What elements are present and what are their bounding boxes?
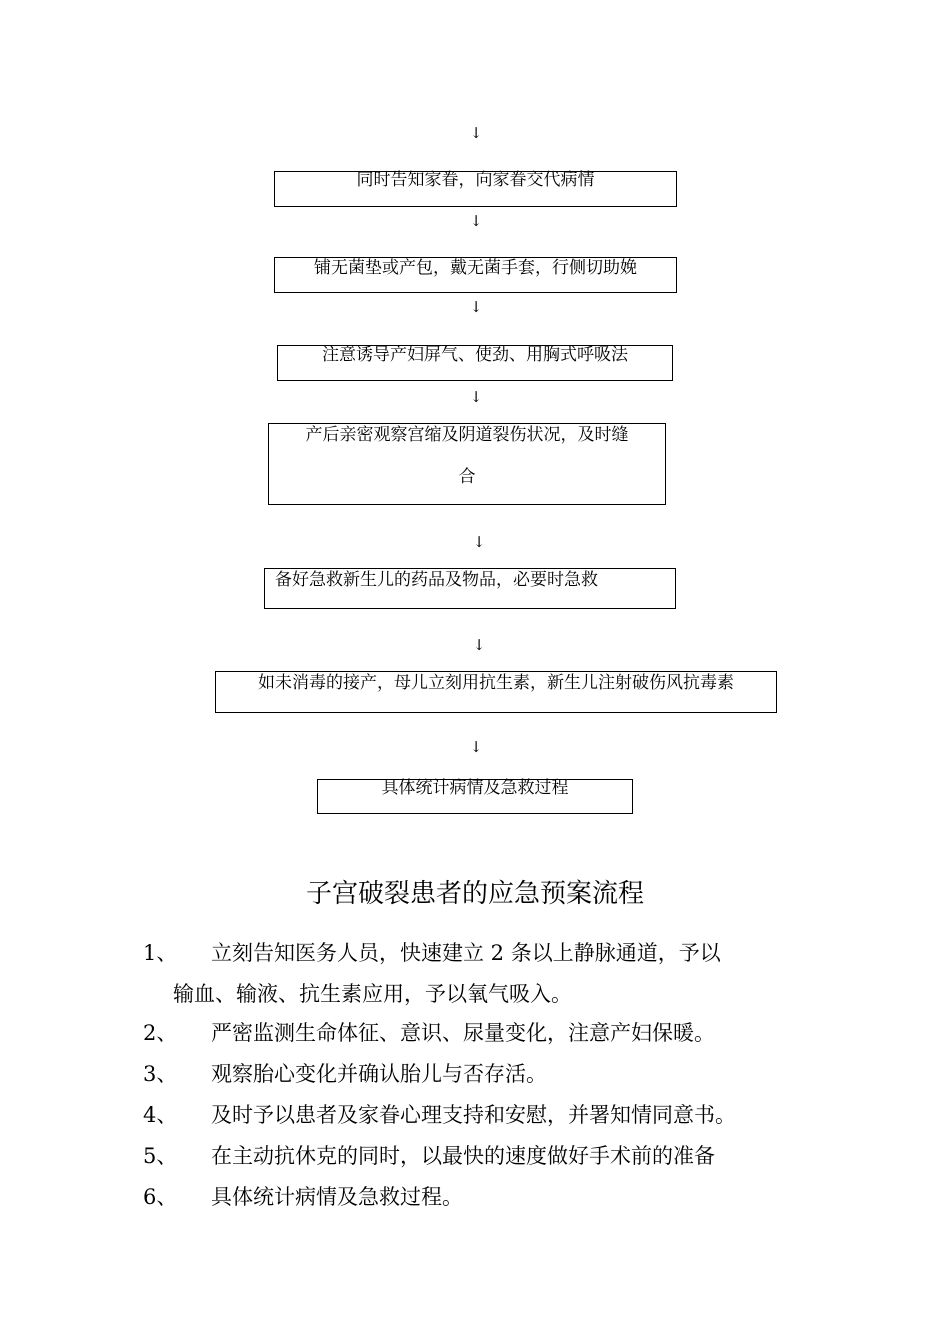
item-text: 观察胎心变化并确认胎儿与否存活。 [211, 1062, 547, 1086]
flow-step-box [274, 257, 677, 293]
flow-step-box [317, 779, 633, 814]
flow-step-text: 如未消毒的接产，母儿立刻用抗生素，新生儿注射破伤风抗毒素 [258, 673, 734, 693]
list-item [143, 1016, 823, 1057]
flow-arrow: ↓ [469, 124, 483, 142]
item-text: 严密监测生命体征、意识、尿量变化，注意产妇保暖。 [211, 1021, 715, 1045]
flow-step-text: 注意诱导产妇屏气、使劲、用胸式呼吸法 [322, 345, 628, 365]
flow-step-text-cont: 合 [458, 467, 476, 487]
item-text: 具体统计病情及急救过程。 [211, 1185, 463, 1209]
flow-step-text: 铺无菌垫或产包，戴无菌手套，行侧切助娩 [314, 258, 637, 278]
item-number: 5、 [143, 1144, 178, 1168]
section-title: 子宫破裂患者的应急预案流程 [305, 879, 644, 909]
list-item [143, 1098, 823, 1139]
flow-arrow: ↓ [472, 533, 486, 551]
item-text: 及时予以患者及家眷心理支持和安慰，并署知情同意书。 [211, 1103, 736, 1127]
item-number: 4、 [143, 1103, 178, 1127]
flow-arrow: ↓ [469, 388, 483, 406]
flow-arrow: ↓ [469, 298, 483, 316]
item-number: 1、 [143, 941, 178, 965]
list-item [143, 1139, 823, 1180]
flow-step-text: 备好急救新生儿的药品及物品，必要时急救 [275, 570, 598, 590]
item-number: 6、 [143, 1185, 178, 1209]
flow-step-box [277, 345, 673, 381]
procedure-list [143, 936, 823, 1221]
item-text-cont: 输血、输液、抗生素应用，予以氧气吸入。 [173, 982, 572, 1006]
flow-step-box [264, 568, 676, 609]
flow-step-text: 产后亲密观察宫缩及阴道裂伤状况，及时缝 [305, 425, 629, 445]
list-item [143, 936, 823, 1016]
list-item [143, 1057, 823, 1098]
list-item [143, 1180, 823, 1221]
flow-step-box [268, 423, 666, 505]
item-text: 在主动抗休克的同时，以最快的速度做好手术前的准备 [211, 1144, 715, 1168]
flow-step-box [215, 671, 777, 713]
item-text: 立刻告知医务人员，快速建立 2 条以上静脉通道，予以 [211, 941, 721, 965]
flow-arrow: ↓ [472, 636, 486, 654]
flow-arrow: ↓ [469, 212, 483, 230]
flow-step-text: 具体统计病情及急救过程 [381, 778, 569, 798]
item-number: 2、 [143, 1021, 178, 1045]
item-number: 3、 [143, 1062, 178, 1086]
flow-step-box [274, 171, 677, 207]
flow-step-text: 同时告知家眷，向家眷交代病情 [356, 170, 595, 190]
flow-arrow: ↓ [469, 738, 483, 756]
